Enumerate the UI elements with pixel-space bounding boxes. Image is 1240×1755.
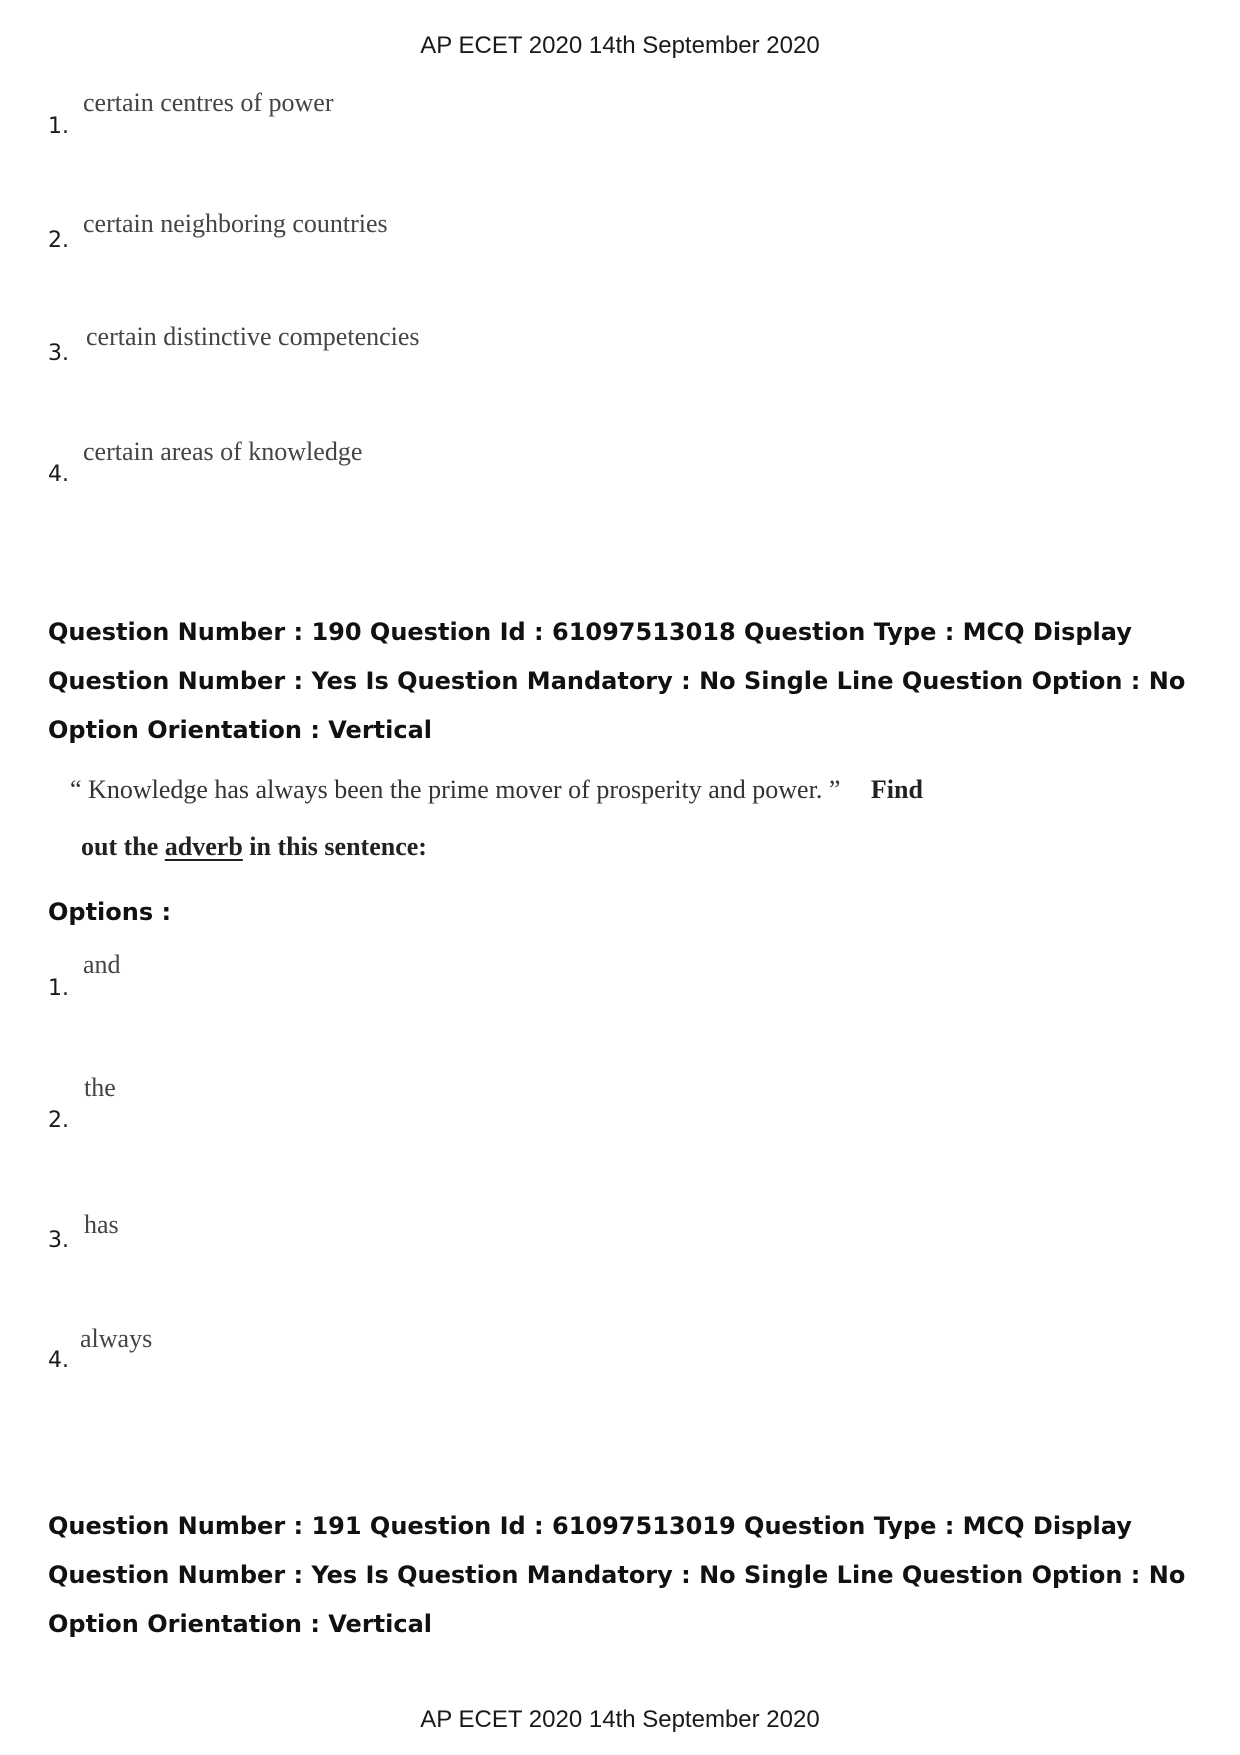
question-191-meta: Question Number : 191 Question Id : 61097513019 Question Type : MCQ Display Question Number : Yes Is Question Mandatory : No Single Line Question Option : No Option Orientation : Vertical [48, 1512, 1186, 1638]
question-line2-pre: out the [81, 832, 165, 861]
question-line2-post: in this sentence: [242, 832, 427, 861]
question-underlined-word: adverb [164, 832, 243, 861]
options-label: Options : [48, 898, 172, 926]
question-190-text-line2 [81, 832, 427, 862]
option-text: certain distinctive competencies [86, 322, 420, 351]
option-number: 1. [48, 976, 69, 1001]
option-number: 2. [48, 1108, 69, 1133]
question-190-meta: Question Number : 190 Question Id : 61097513018 Question Type : MCQ Display Question Number : Yes Is Question Mandatory : No Single Line Question Option : No Option Orientation : Vertical [48, 618, 1186, 744]
option-number: 1. [48, 114, 69, 139]
option-text: the [84, 1073, 116, 1102]
option-text: always [80, 1324, 153, 1353]
question-find-word: Find [870, 775, 923, 804]
option-text: certain areas of knowledge [83, 437, 363, 466]
question-quote: “ Knowledge has always been the prime mover of prosperity and power. ” [70, 775, 841, 804]
option-number: 2. [48, 228, 69, 253]
option-number: 3. [48, 341, 69, 366]
option-number: 3. [48, 1228, 69, 1253]
option-number: 4. [48, 462, 69, 487]
page-header: AP ECET 2020 14th September 2020 [420, 32, 820, 59]
option-text: certain centres of power [83, 88, 334, 117]
option-text: has [84, 1210, 119, 1239]
question-190-text-line1 [70, 775, 923, 805]
option-text: and [83, 950, 121, 979]
option-text: certain neighboring countries [83, 209, 388, 238]
option-number: 4. [48, 1348, 69, 1373]
page-footer: AP ECET 2020 14th September 2020 [420, 1706, 820, 1733]
